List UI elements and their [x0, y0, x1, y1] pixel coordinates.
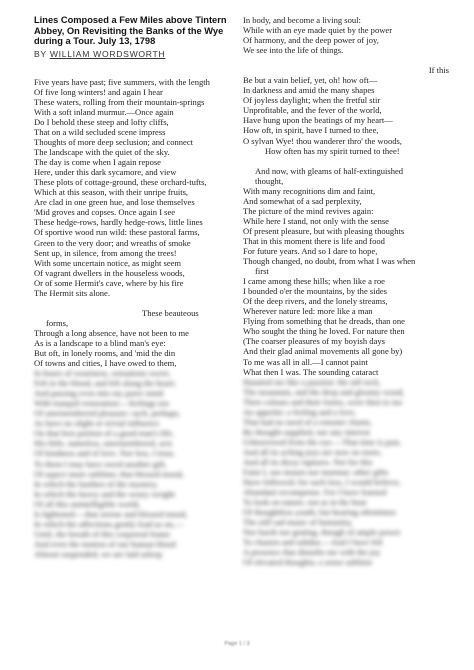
poem-line: Unborrowed from the eye.—That time is past, — [243, 436, 402, 447]
poem-line: How oft, in spirit, have I turned to thee, — [243, 125, 379, 136]
poem-line: Haunted me like a passion: the tall rock, — [243, 376, 381, 387]
poem-line: Five years have past; five summers, with the length — [34, 76, 210, 87]
title-line: Abbey, On Revisiting the Banks of the Wye — [34, 25, 224, 36]
byline-prefix: BY — [34, 48, 47, 59]
poem-line: Of thoughtless youth; but hearing oftentimes — [243, 507, 397, 518]
poem-line: In which the burthen of the mystery, — [34, 478, 159, 489]
stanza-1 — [34, 77, 234, 298]
poem-line: Of the deep rivers, and the lonely streams, — [243, 296, 388, 307]
poem-line: Who sought the thing he loved. For nature then — [243, 326, 405, 337]
poem-line: Abundant recompense. For I have learned — [243, 487, 387, 498]
poem-line: Of present pleasure, but with pleasing thoughts — [243, 225, 405, 236]
poem-line: Faint I, nor mourn nor murmur; other gifts — [243, 467, 389, 478]
poem-line: While with an eye made quiet by the power — [243, 25, 393, 36]
poem-line: A presence that disturbs me with the joy — [243, 547, 381, 558]
poem-line: For future years. And so I dare to hope, — [243, 245, 378, 256]
poem-line: To me was all in all.—I cannot paint — [243, 356, 368, 367]
poem-line: Flying from something that he dreads, than one — [243, 316, 405, 327]
poem-line: And all its aching joys are now no more, — [243, 446, 382, 457]
right-column — [243, 15, 453, 567]
poem-line: And all its dizzy raptures. Not for this — [243, 456, 373, 467]
poem-line: Have followed; for such loss, I would believe, — [243, 477, 401, 488]
stanza-3-last: How often has my spirit turned to thee! — [265, 145, 400, 156]
poem-line: In hours of weariness, sensations sweet, — [34, 368, 171, 379]
poem-line: Thoughts of more deep seclusion; and connect — [34, 137, 194, 148]
poem-line: And now, with gleams of half-extinguished — [255, 165, 404, 176]
poem-line: The picture of the mind revives again: — [243, 205, 374, 216]
poem-line: We see into the life of things. — [243, 45, 344, 56]
page-footer: Page 1 / 3 — [224, 641, 250, 647]
poem-line: That on a wild secluded scene impress — [34, 127, 166, 138]
poem-line: With tranquil restoration:—feelings too — [34, 398, 170, 409]
poem-line: In which the affections gently lead us on,— — [34, 518, 184, 529]
poem-line: His little, nameless, unremembered, acts — [34, 438, 173, 449]
poem-line: Be but a vain belief, yet, oh! how oft— — [243, 75, 378, 86]
title-line: during a Tour. July 13, 1798 — [34, 36, 156, 47]
poem-line: The mountain, and the deep and gloomy wood, — [243, 386, 405, 397]
poem-line: And somewhat of a sad perplexity, — [243, 195, 362, 206]
poem-line: What then I was. The sounding cataract — [243, 366, 379, 377]
poem-line: To chasten and subdue.—And I have felt — [243, 537, 383, 548]
poem-line: (The coarser pleasures of my boyish days — [243, 336, 385, 347]
stanza-2-head: These beauteous — [142, 307, 199, 318]
stanza-2-end — [243, 15, 453, 55]
poem-line: In body, and become a living soul: — [243, 15, 361, 25]
poem-line: Have hung upon the beatings of my heart— — [243, 115, 393, 126]
poem-line: I bounded o'er the mountains, by the sides — [243, 286, 387, 297]
stanza-2 — [34, 328, 234, 368]
poem-line: But oft, in lonely rooms, and 'mid the din — [34, 348, 176, 358]
poem-line: Here, under this dark sycamore, and view — [34, 167, 177, 178]
poem-line: The Hermit sits alone. — [34, 287, 110, 298]
poem-line: Their colours and their forms, were then to me — [243, 396, 403, 407]
poem-line: Unprofitable, and the fever of the world, — [243, 105, 382, 116]
poem-line: Almost suspended, we are laid asleep — [34, 548, 163, 559]
poem-line: Wherever nature led: more like a man — [243, 306, 373, 317]
poem-line: Of five long winters! and again I hear — [34, 86, 163, 97]
poem-line: As is a landscape to a blind man's eye: — [34, 337, 166, 348]
stanza-3-head: If this — [428, 65, 449, 76]
poem-line: Of elevated thoughts; a sense sublime — [243, 557, 373, 568]
poem-line: While here I stand, not only with the sense — [243, 215, 389, 226]
poem-line: first — [255, 266, 269, 277]
poem-line: Of all this unintelligible world, — [34, 498, 141, 509]
poem-line: An appetite; a feeling and a love, — [243, 406, 357, 417]
poem-line: The day is come when I again repose — [34, 157, 161, 168]
poem-line: Of sportive wood run wild: these pastoral farms, — [34, 227, 200, 238]
title-line: Lines Composed a Few Miles above Tintern — [34, 15, 227, 25]
poem-line: That had no need of a remoter charm, — [243, 416, 372, 427]
poem-line: On that best portion of a good man's life, — [34, 428, 174, 439]
poem-line: Through a long absence, have not been to me — [34, 327, 189, 338]
stanza-2-head-cont: forms, — [46, 317, 69, 328]
stanza-4 — [243, 166, 453, 377]
poem-line: That in this moment there is life and food — [243, 235, 385, 246]
poem-line: And passing even into my purer mind — [34, 388, 164, 399]
author-link[interactable]: WILLIAM WORDSWORTH — [49, 48, 166, 59]
poem-line: And their glad animal movements all gone by) — [243, 346, 403, 357]
poem-line: Of vagrant dwellers in the houseless woods, — [34, 267, 185, 278]
poem-line: Which at this season, with their unripe fruits, — [34, 187, 189, 198]
poem-line: In darkness and amid the many shapes — [243, 85, 375, 96]
poem-line: With some uncertain notice, as might seem — [34, 257, 182, 268]
poem-line: With many recognitions dim and faint, — [243, 185, 376, 196]
poem-line: As have no slight or trivial influence — [34, 418, 160, 429]
poem-line: Green to the very door; and wreaths of smoke — [34, 237, 191, 248]
poem-line: Of joyless daylight; when the fretful stir — [243, 95, 381, 106]
poem-line: Nor harsh nor grating, though of ample power — [243, 527, 401, 538]
poem-line: These waters, rolling from their mountain-springs — [34, 96, 205, 107]
poem-line: These hedge-rows, hardly hedge-rows, little lines — [34, 217, 203, 228]
stanza-2-blurred — [34, 368, 234, 559]
poem-line: Or of some Hermit's cave, where by his fire — [34, 277, 184, 288]
poem-line: In which the heavy and the weary weight — [34, 488, 175, 499]
poem-line: These plots of cottage-ground, these orchard-tufts, — [34, 177, 207, 188]
left-column — [34, 15, 234, 559]
poem-line: The landscape with the quiet of the sky. — [34, 147, 170, 158]
poem-line: Of kindness and of love. Nor less, I trust, — [34, 448, 175, 459]
poem-line: Do I behold these steep and lofty cliffs, — [34, 116, 169, 127]
poem-line: To them I may have owed another gift, — [34, 458, 167, 469]
poem-line: thought, — [255, 175, 284, 186]
poem-line: To look on nature, not as in the hour — [243, 497, 368, 508]
poem-line: Of towns and cities, I have owed to them, — [34, 358, 177, 369]
poem-line: Sent up, in silence, from among the trees! — [34, 247, 177, 258]
poem-line: Of harmony, and the deep power of joy, — [243, 35, 379, 46]
poem-line: The still sad music of humanity, — [243, 517, 353, 528]
poem-line: Are clad in one green hue, and lose themselves — [34, 197, 195, 208]
stanza-3 — [243, 75, 453, 145]
stanza-4-blurred — [243, 377, 453, 568]
poem-line: Is lightened:—that serene and blessed mood, — [34, 508, 188, 519]
poem-line: O sylvan Wye! thou wanderer thro' the woods, — [243, 135, 402, 146]
poem-line: 'Mid groves and copses. Once again I see — [34, 207, 176, 218]
poem-line: Of aspect more sublime; that blessed mood, — [34, 468, 184, 479]
poem-line: And even the motion of our human blood — [34, 538, 176, 549]
poem-line: I came among these hills; when like a roe — [243, 276, 385, 287]
poem-line: Felt in the blood, and felt along the heart; — [34, 378, 176, 389]
poem-line: Of unremembered pleasure: such, perhaps, — [34, 408, 181, 419]
byline — [34, 49, 234, 59]
poem-line: With a soft inland murmur.—Once again — [34, 106, 174, 117]
poem-title — [34, 15, 234, 47]
poem-line: Though changed, no doubt, from what I was when — [243, 256, 416, 267]
poem-line: By thought supplied, nor any interest — [243, 426, 370, 437]
poem-line: Until, the breath of this corporeal frame — [34, 528, 170, 539]
